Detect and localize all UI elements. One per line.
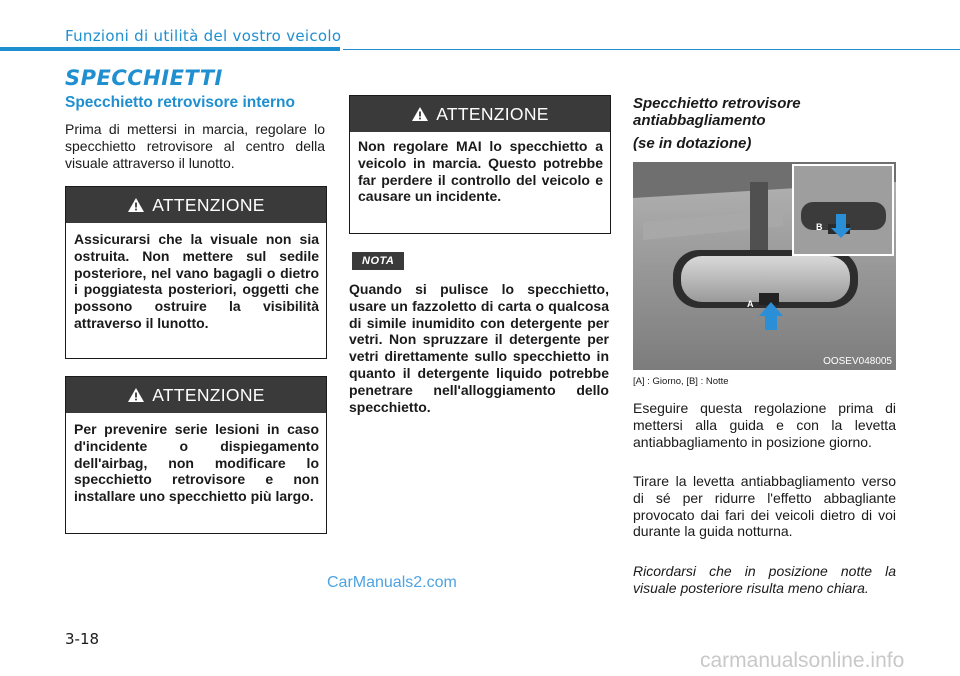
- warning-header: [66, 187, 326, 223]
- feature-title-line2: antiabbagliamento: [633, 112, 766, 129]
- warning-text: Assicurarsi che la visuale non sia ostruita. Non mettere sul sedile posteriore, nel vano bagagli o dietro i poggiatesta posteriori, oggetti che possono ostruire la visibilità attraverso il lunotto.: [74, 231, 319, 331]
- intro-paragraph: Prima di mettersi in marcia, regolare lo specchietto retrovisore al centro della visuale attraverso il lunotto.: [65, 121, 325, 171]
- warning-text: Non regolare MAI lo specchietto a veicolo in marcia. Questo potrebbe far perdere il controllo del veicolo e causare un incidente.: [358, 138, 603, 205]
- warning-triangle-icon: [411, 106, 429, 122]
- nota-text: Quando si pulisce lo specchietto, usare un fazzoletto di carta o qualcosa di simile inumidito con detergente per vetri. Non spruzzare il detergente per vetri direttamente sullo specchietto in quanto il detergente liquido potrebbe penetrare nell'alloggiamento dello specchietto.: [349, 281, 609, 415]
- warning-header: [350, 96, 610, 132]
- image-code: OOSEV048005: [823, 356, 892, 367]
- warning-label: ATTENZIONE: [152, 194, 265, 215]
- warning-header: [66, 377, 326, 413]
- rearview-mirror-illustration: [633, 162, 896, 370]
- feature-title-optional: (se in dotazione): [633, 135, 752, 152]
- subsection-title: Specchietto retrovisore interno: [65, 94, 295, 111]
- warning-triangle-icon: [127, 387, 145, 403]
- callout-label-b: B: [816, 222, 823, 232]
- mirror-photo: [633, 162, 896, 370]
- page-number: 3-18: [65, 630, 100, 648]
- header-rule-thin: [343, 49, 960, 50]
- header-rule: [0, 47, 340, 51]
- chapter-header: Funzioni di utilità del vostro veicolo: [65, 27, 342, 45]
- instruction-paragraph-1: Eseguire questa regolazione prima di mettersi alla guida e con la levetta antiabbagliamento in posizione giorno.: [633, 400, 896, 450]
- note-paragraph: Ricordarsi che in posizione notte la visuale posteriore risulta meno chiara.: [633, 563, 896, 596]
- image-caption: [A] : Giorno, [B] : Notte: [633, 376, 729, 387]
- feature-title-line1: Specchietto retrovisore: [633, 95, 801, 112]
- warning-label: ATTENZIONE: [436, 103, 549, 124]
- site-watermark: carmanualsonline.info: [700, 649, 905, 672]
- nota-badge: NOTA: [352, 252, 404, 270]
- warning-text: Per prevenire serie lesioni in caso d'incidente o dispiegamento dell'airbag, non modificare lo specchietto retrovisore e non installare uno specchietto più largo.: [74, 421, 319, 505]
- warning-box-2: [65, 376, 327, 534]
- watermark-link[interactable]: CarManuals2.com: [327, 574, 457, 591]
- callout-label-a: A: [747, 299, 754, 309]
- warning-box-3: [349, 95, 611, 234]
- section-title: SPECCHIETTI: [65, 66, 223, 90]
- instruction-paragraph-2: Tirare la levetta antiabbagliamento verso di sé per ridurre l'effetto abbagliante provocato dai fari dei veicoli dietro di voi durante la guida notturna.: [633, 473, 896, 540]
- warning-label: ATTENZIONE: [152, 384, 265, 405]
- warning-box-1: [65, 186, 327, 359]
- warning-triangle-icon: [127, 197, 145, 213]
